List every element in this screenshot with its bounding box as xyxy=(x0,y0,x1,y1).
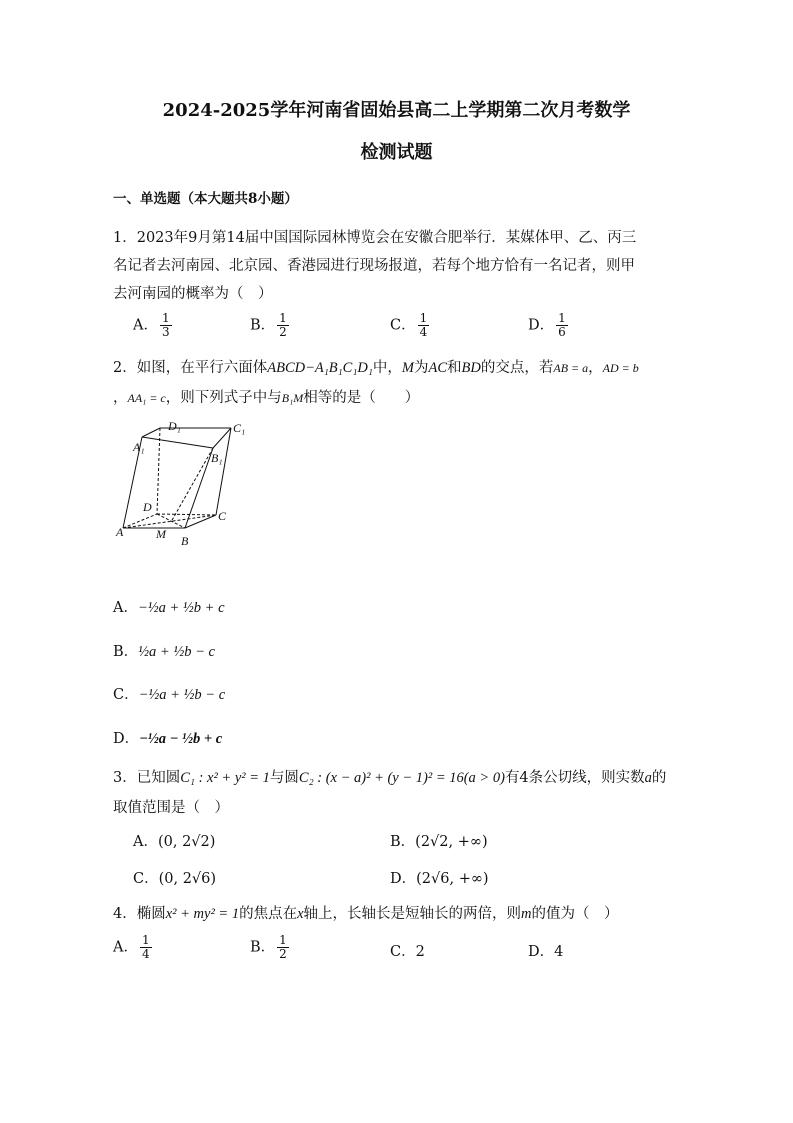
q4-text-line1: 4．椭圆x² + my² = 1的焦点在x轴上，长轴长是短轴长的两倍，则m的值为（ ） xyxy=(113,906,619,922)
q1-text-line3: 去河南园的概率为（ ） xyxy=(113,286,273,302)
q1-option-c[interactable]: C． $\frac{1}{4}$ xyxy=(390,311,428,339)
q2-option-b[interactable]: B．½a + ½b − c xyxy=(113,644,215,660)
q1-option-d[interactable]: D． $\frac{1}{6}$ xyxy=(528,311,566,339)
q1-text-line1: 1．2023年9月第14届中国国际园林博览会在安徽合肥举行．某媒体甲、乙、丙三 xyxy=(113,230,637,246)
q4-option-d[interactable]: D．4 xyxy=(528,944,564,960)
q3-option-c[interactable]: C．(0, 2√6) xyxy=(133,871,217,887)
q3-option-b[interactable]: B．(2√2, +∞) xyxy=(390,834,488,850)
label-c: C xyxy=(218,509,227,523)
page-subtitle: 检测试题 xyxy=(360,142,433,163)
q2-option-d[interactable]: D．−½a − ½b + c xyxy=(113,731,223,747)
q2-option-a[interactable]: A．−½a + ½b + c xyxy=(113,600,225,616)
parallelepiped-figure xyxy=(113,418,246,553)
label-d1: D₁ xyxy=(168,419,181,433)
label-b: B xyxy=(181,534,189,548)
q1-option-a[interactable]: A． $\frac{1}{3}$ xyxy=(133,311,170,339)
q3-option-a[interactable]: A．(0, 2√2) xyxy=(133,834,216,850)
label-a1: A₁ xyxy=(133,440,145,454)
q4-option-a[interactable]: A． $\frac{1}{4}$ xyxy=(113,933,150,961)
label-a: A xyxy=(116,525,124,539)
q1-text-line2: 名记者去河南园、北京园、香港园进行现场报道，若每个地方恰有一名记者，则甲 xyxy=(113,258,635,274)
q3-option-d[interactable]: D．(2√6, +∞) xyxy=(390,871,489,887)
q2-text-line1: 2．如图，在平行六面体ABCD−A₁B₁C₁D₁中，M为AC和BD的交点，若AB = a，AD = b xyxy=(113,360,639,376)
q1-option-b[interactable]: B． $\frac{1}{2}$ xyxy=(250,311,287,339)
q2-option-c[interactable]: C．−½a + ½b − c xyxy=(113,687,226,703)
q2-text-line2: ，AA₁ = c，则下列式子中与B₁M相等的是（ ） xyxy=(113,390,420,406)
q4-option-b[interactable]: B． $\frac{1}{2}$ xyxy=(250,933,287,961)
q3-text-line1: 3．已知圆C₁ : x² + y² = 1与圆C₂ : (x − a)² + (y − 1)² = 16(a > 0)有4条公切线，则实数a的 xyxy=(113,770,667,786)
page-title: 2024-2025学年河南省固始县高二上学期第二次月考数学 xyxy=(162,100,631,121)
q3-text-line2: 取值范围是（ ） xyxy=(113,800,229,816)
label-d: D xyxy=(143,500,152,514)
section-heading: 一、单选题（本大题共8小题） xyxy=(113,191,298,207)
q4-option-c[interactable]: C．2 xyxy=(390,944,425,960)
label-b1: B₁ xyxy=(211,451,223,465)
label-c1: C₁ xyxy=(233,421,246,435)
label-m: M xyxy=(156,527,166,541)
